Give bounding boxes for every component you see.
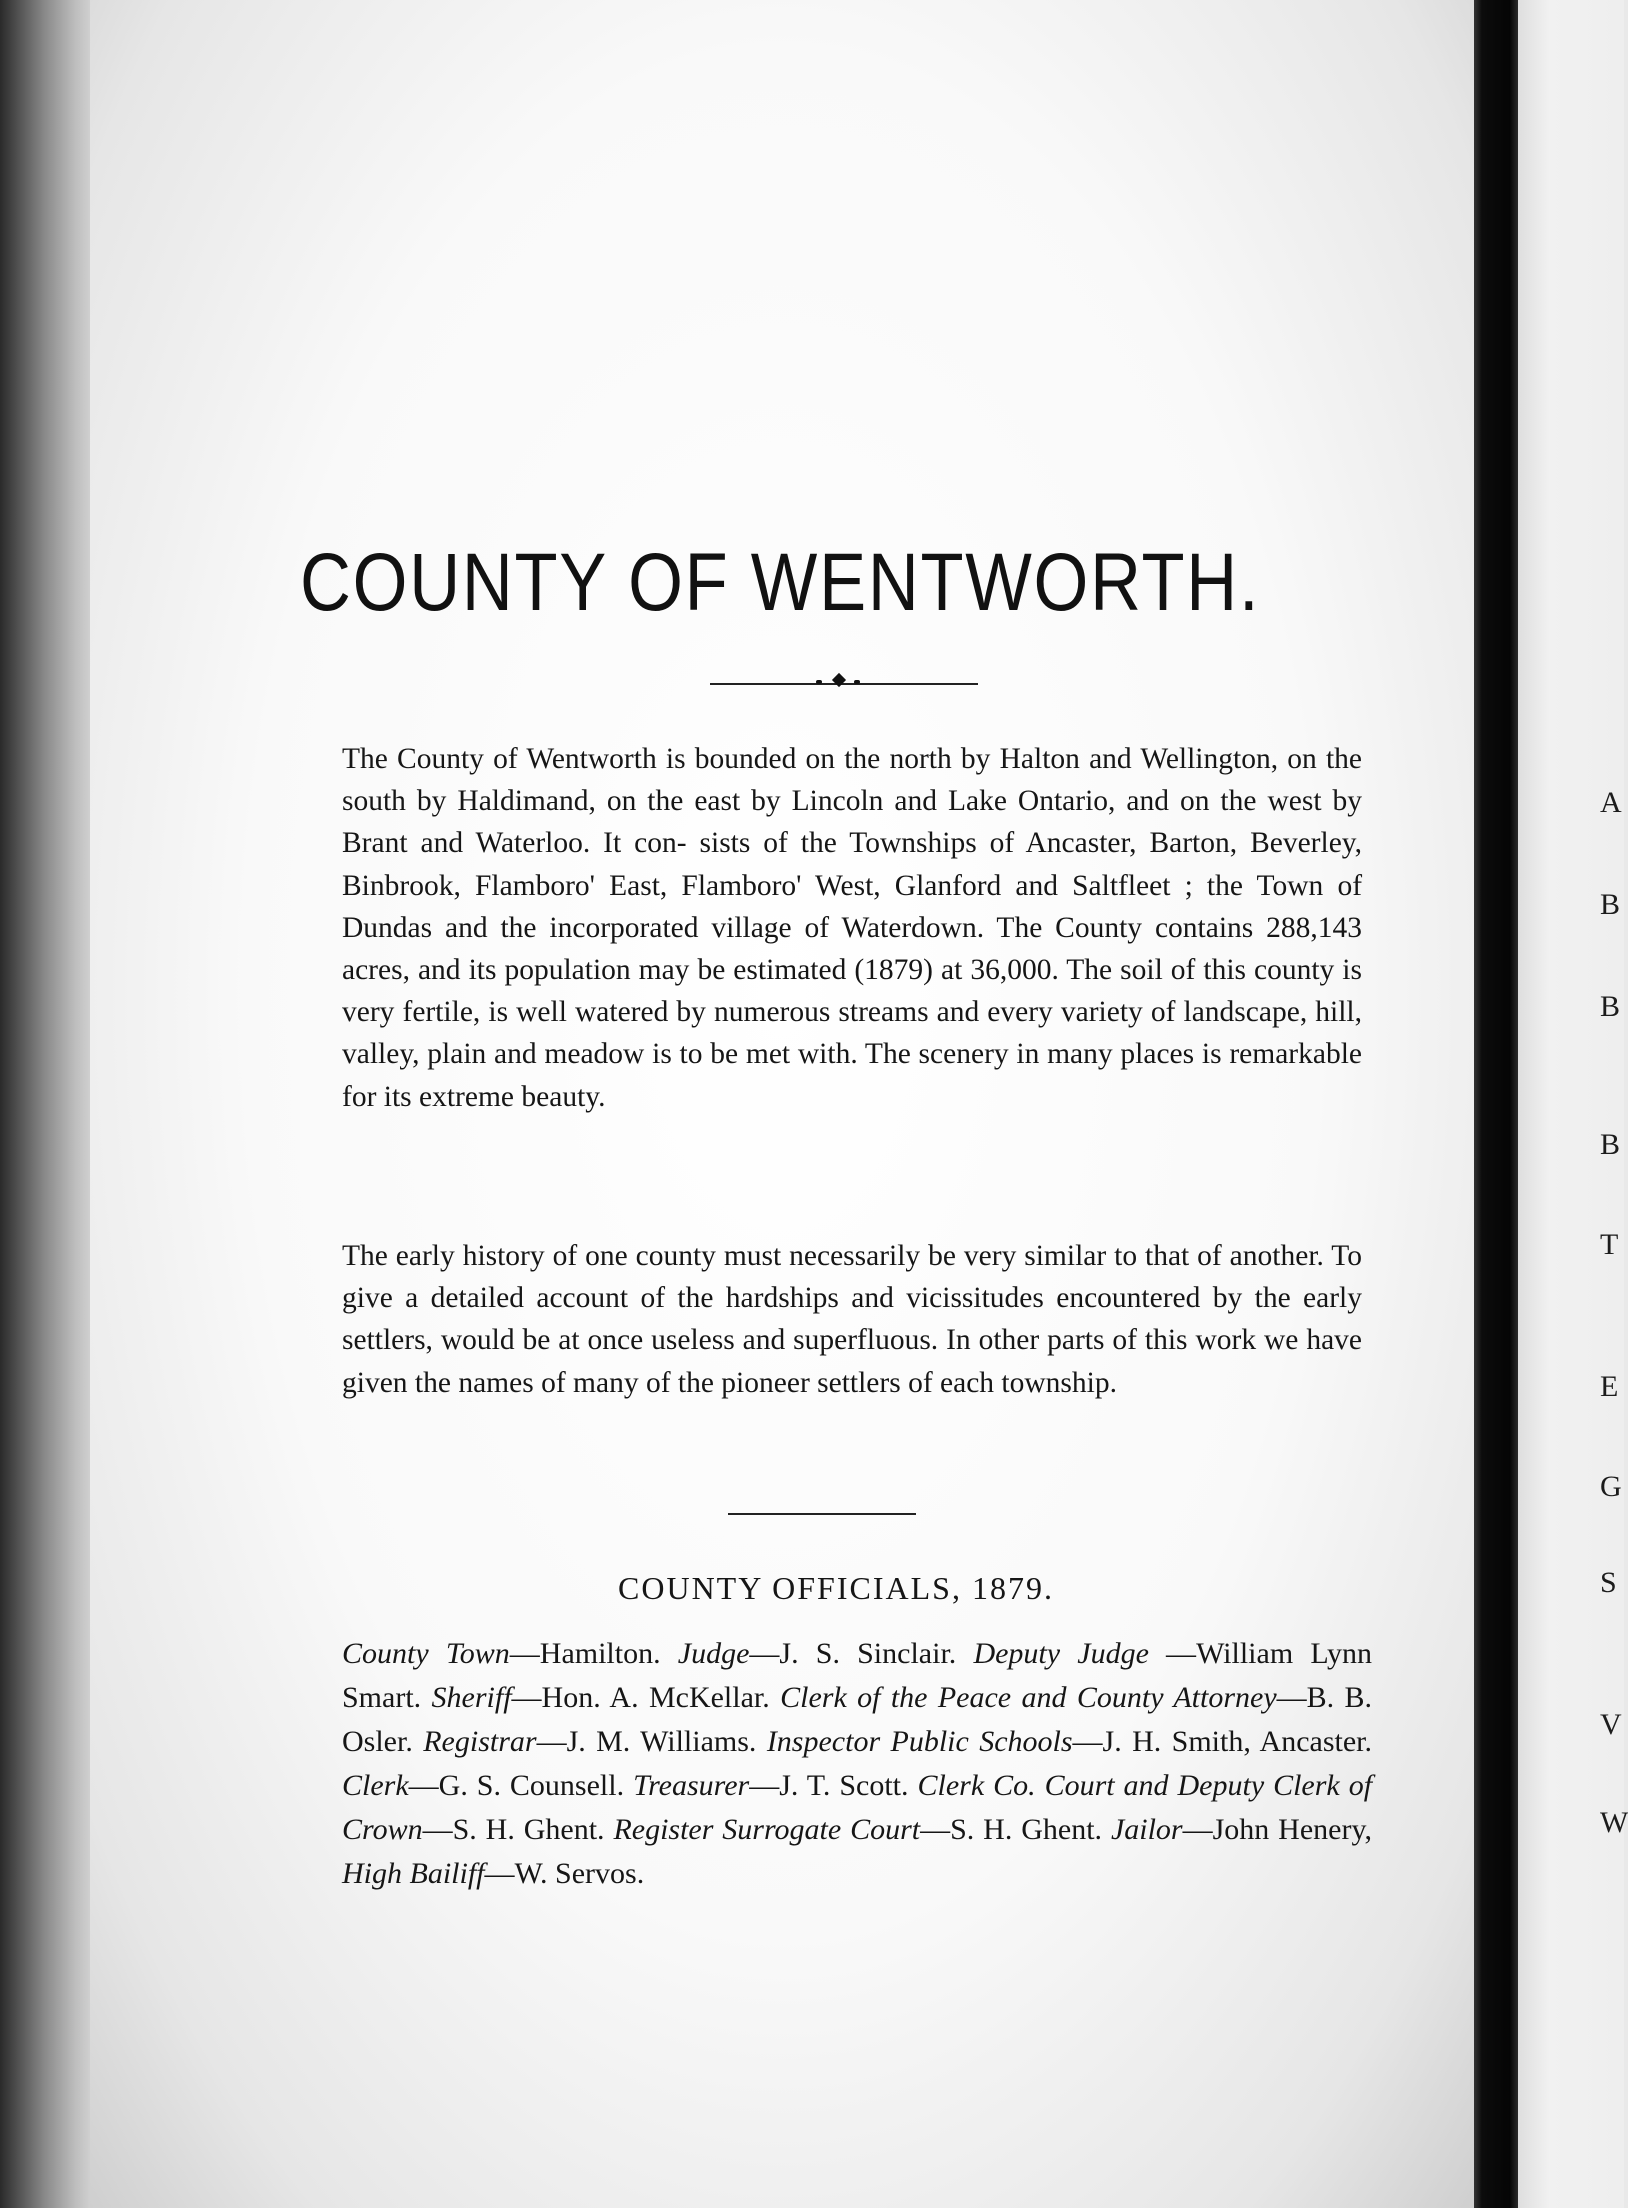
official-role: Registrar: [423, 1725, 537, 1758]
official-name: J. S. Sinclair.: [779, 1637, 957, 1670]
official-role: County Town: [342, 1637, 510, 1670]
official-name: S. H. Ghent.: [452, 1813, 605, 1846]
official-role: High Bailiff: [342, 1857, 485, 1890]
official-role: Deputy Judge: [973, 1637, 1149, 1670]
official-name: J. M. Williams.: [566, 1725, 757, 1758]
official-role: Clerk: [342, 1769, 409, 1802]
official-role: Treasurer: [633, 1769, 750, 1802]
next-page-letter: V: [1600, 1708, 1622, 1741]
official-name: B. B. Osler.: [342, 1681, 1373, 1758]
next-page-edge: [1518, 0, 1628, 2208]
next-page-letter: S: [1600, 1566, 1617, 1599]
official-role: Clerk Co. Court and Deputy Clerk of Crown: [342, 1769, 1373, 1846]
next-page-letter: B: [1600, 888, 1621, 921]
official-name: W. Servos.: [514, 1857, 645, 1890]
official-name: John Henery,: [1212, 1813, 1373, 1846]
section-divider: [728, 1513, 916, 1515]
officials-list: County Town—Hamilton. Judge—J. S. Sinclair. Deputy Judge —William Lynn Smart. Sheriff—Hon. A. McKellar. Clerk of the Peace and County Attorney—B. B. Osler. Registrar—J. M. Williams. Inspector Public Schools—J. H. Smith, Ancaster. Clerk—G. S. Counsell. Treasurer—J. T. Scott. Clerk Co. Court and Deputy Clerk of Crown—S. H. Ghent. Register Surrogate Court—S. H. Ghent. Jailor—John Henery, High Bailiff—W. Servos.: [342, 1637, 1373, 1890]
paragraph-boundaries: The County of Wentworth is bounded on the north by Halton and Wellington, on the south by Haldimand, on the east by Lincoln and Lake Ontario, and on the west by Brant and Waterloo. It con- sists of the Townships of Ancaster, Barton, Beverley, Binbrook, Flamboro' East, Flamboro' West, Glanford and Saltfleet ; the Town of Dundas and the incorporated village of Waterdown. The County contains 288,143 acres, and its population may be estimated (1879) at 36,000. The soil of this county is very fertile, is well watered by numerous streams and every variety of landscape, hill, valley, plain and meadow is to be met with. The scenery in many places is remarkable for its extreme beauty.: [342, 743, 1363, 1113]
book-gutter: [1474, 0, 1518, 2208]
next-page-letter: W: [1600, 1806, 1628, 1839]
official-role: Clerk of the Peace and County Attorney: [780, 1681, 1277, 1714]
next-page-letter: A: [1600, 786, 1622, 819]
next-page-letter: B: [1600, 990, 1621, 1023]
official-name: William Lynn Smart.: [342, 1637, 1373, 1714]
next-page-letter: G: [1600, 1470, 1622, 1503]
official-name: S. H. Ghent.: [950, 1813, 1103, 1846]
officials-heading: COUNTY OFFICIALS, 1879.: [618, 1570, 1054, 1606]
official-role: Register Surrogate Court: [613, 1813, 921, 1846]
official-name: J. T. Scott.: [779, 1769, 909, 1802]
next-page-letter: T: [1600, 1228, 1619, 1261]
official-name: Hamilton.: [539, 1637, 661, 1670]
next-page-letter: B: [1600, 1128, 1621, 1161]
official-name: J. H. Smith, Ancaster.: [1102, 1725, 1373, 1758]
next-page-letter: E: [1600, 1370, 1619, 1403]
official-name: G. S. Counsell.: [438, 1769, 625, 1802]
official-role: Jailor: [1110, 1813, 1183, 1846]
page-title: COUNTY OF WENTWORTH.: [300, 537, 1261, 628]
ornament-dot: [854, 680, 860, 684]
ornament-rule: [710, 683, 978, 685]
official-role: Judge: [677, 1637, 750, 1670]
ornament-dot: [816, 680, 822, 684]
official-name: Hon. A. McKellar.: [541, 1681, 770, 1714]
official-role: Inspector Public Schools: [766, 1725, 1073, 1758]
official-role: Sheriff: [431, 1681, 512, 1714]
paragraph-early-history: The early history of one county must necessarily be very similar to that of another. To give a detailed account of the hardships and vicissitudes encountered by the early settlers, would be at once useless and superfluous. In other parts of this work we have given the names of many of the pioneer settlers of each township.: [342, 1240, 1363, 1399]
scan-left-margin: [0, 0, 100, 2208]
